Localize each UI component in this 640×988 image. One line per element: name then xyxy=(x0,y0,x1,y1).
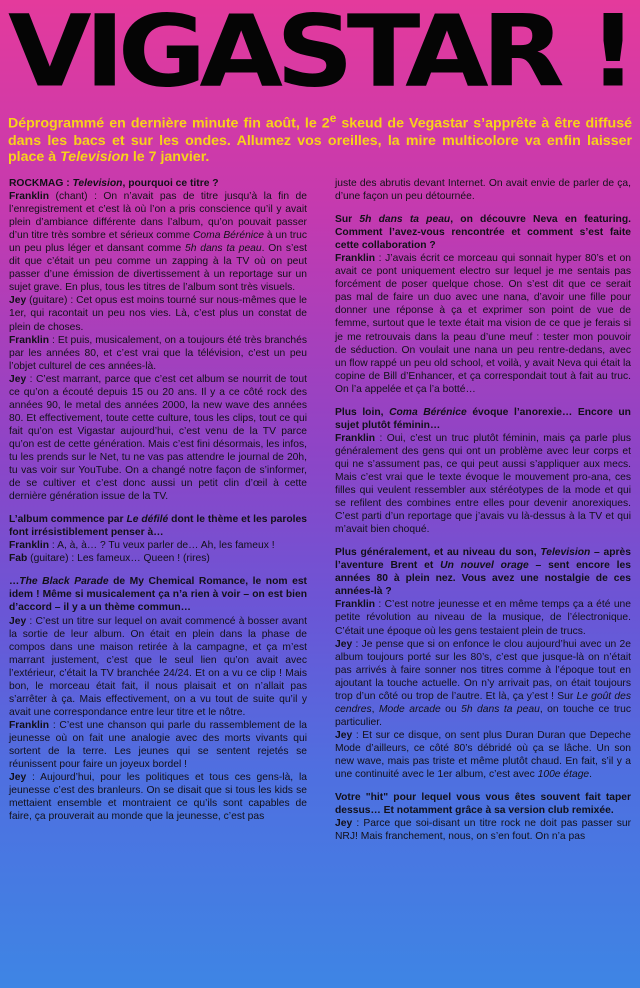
answer: Jey : C’est un titre sur lequel on avait commencé à bosser avant la sortie de leur album. On était en plein dans la phase de compos dans une maison retirée à la campagne, et ça m’est marrant justement, c’est que le seul lien qu’on avait avec l’extérieur, c’était la TV branchée 24/24. Et on a vu ce clip ! Mais bon, le morceau était fait, il nous plaisait et on n’allait pas s’arrêter à ça. Mais effectivement, on a vu tout de suite qu’il y avait une correspondance entre leur titre et le nôtre. xyxy=(9,615,307,718)
answer: Franklin : C’est notre jeunesse et en même temps ça a été une petite révolution au niveau de la musique, de l’électronique. C’était une époque où les gens testaient plein de trucs. xyxy=(335,599,631,637)
answer: Jey : Et sur ce disque, on sent plus Duran Duran que Depeche Mode d’ailleurs, ce côté 80’s débridé où ça se lâche. Un son new wave, mais pas triste et même plutôt chaud. En fait, s’il y a une continuité avec le 1er album, c’est avec 100e étage. xyxy=(335,729,631,781)
answer: Franklin (chant) : On n’avait pas de titre jusqu’à la fin de l’enregistrement et c’est là où l’on a pris conscience qu’il y avait plein d’ambiance différente dans l’album, qu’on pouvait passer d’un titre très sombre et sérieux comme Coma Bérénice à un truc un peu plus léger et dansant comme 5h dans ta peau. On s’est dit que c’était un peu comme un zapping à la TV où on peut passer d’une émission de divertissement à un reportage sur un sujet grave. En plus, tous les titres de l’album sont très visuels. xyxy=(9,191,308,294)
answer: Fab (guitare) : Les fameux… Queen ! (rires) xyxy=(9,553,210,565)
question: …The Black Parade de My Chemical Romance, le nom est idem ! Même si musicalement ça n’a rien à voir – on est bien d’accord – il y a un thème commun… xyxy=(9,576,307,614)
answer: Franklin : Oui, c’est un truc plutôt féminin, mais ça parle plus généralement des gens qui ont un problème avec leur corps et qui ne s’assument pas, ce qui peut aussi s’appliquer aux mecs. Mais c’est vrai que le texte évoque le mouvement pro-ana, ces filles qui veulent ressembler aux stéréotypes de la mode et qui se refilent des combines entre elles pour devenir anorexiques. C’est parti d’un reportage que j’avais vu là-dessus à la TV et qui m’avait bien choqué. xyxy=(335,432,631,536)
intro-paragraph: Déprogrammé en dernière minute fin août, le 2e skeud de Vegastar s’apprête à être diffusé dans les bacs et sur les ondes. Allumez vos oreilles, la mire multicolore va enfin laisser place à Television le 7 janvier. xyxy=(8,111,632,166)
headline-logo: VIGASTAR ! xyxy=(8,8,631,96)
answer: Jey : Parce que soi-disant un titre rock ne doit pas passer sur NRJ! Mais franchement, nous, on s’en fout. On n’a pas xyxy=(335,818,631,843)
answer: Jey : Aujourd’hui, pour les politiques et tous ces gens-là, la jeunesse c’est des branleurs. On se disait que si tous les kids se mettaient ensemble et montraient ce qu’ils sont capables de faire, ça prouverait au monde que la jeunesse, c’est pas xyxy=(9,772,307,823)
answer-continued: juste des abrutis devant Internet. On avait envie de parler de ça, d’une façon un peu détournée. xyxy=(335,178,631,203)
question: Sur 5h dans ta peau, on découvre Neva en featuring. Comment l’avez-vous rencontrée et comment s’est faite cette collaboration ? xyxy=(335,214,631,252)
left-column xyxy=(9,177,307,823)
answer: Jey : C’est marrant, parce que c’est cet album se nourrit de tout ce qu’on a écouté depuis 15 ou 20 ans. Il y a ce côté rock des années 90, le metal des années 2000, la new wave des années 80. Et effectivement, toute cette culture, tous les clips, tout ce qui fait qu’on est Vigastar aujourd’hui, c’est venu de la TV parce qu’on est de cette génération. Mais c’est fini désormais, les infos, tu les prends sur le Net, tu ne vas pas attendre le journal de 20h, tu vas voir sur YouTube. On a changé notre façon de s’informer, de se cultiver et c’est donc aussi un petit clin d’œil à cette dernière génération issue de la TV. xyxy=(9,373,307,503)
right-column xyxy=(335,177,631,843)
question: Votre "hit" pour lequel vous vous êtes souvent fait taper dessus… Et notamment grâce à sa version club remixée. xyxy=(335,792,631,817)
question: Plus loin, Coma Bérénice évoque l’anorexie… Encore un sujet plutôt féminin… xyxy=(335,406,631,431)
answer: Franklin : C’est une chanson qui parle du rassemblement de la jeunesse où on fait une analogie avec des morts vivants qui sortent de la terre. Les jeunes qui se sentent rejetés se réunissent pour faire un joyeux bordel ! xyxy=(9,719,307,771)
answer: Jey (guitare) : Cet opus est moins tourné sur nous-mêmes que le 1er, qui racontait un peu nos vies. Là, c’est plus un constat de plein de choses. xyxy=(9,295,307,333)
question: Plus généralement, et au niveau du son, Television – après l’aventure Brent et Un nouvel orage – sent encore les années 80 à plein nez. Vous avez une nostalgie de ces années-là ? xyxy=(335,547,631,598)
answer: Franklin : J’avais écrit ce morceau qui sonnait hyper 80’s et on avait ce pont uniquement electro sur lequel je me sentais pas forcément de poser quelque chose. On s’est dit que ce serait pas mal de faire un duo avec une nana, d’avoir une fille pour donner une réponse à ça et exprimer son point de vue de femme, surtout que le texte était ma vision de ce que je ferais si je me retrouvais dans la peau d’une meuf : tester mon pouvoir de séduction. On voulait une nana un peu rentre-dedans, avec un flow rappé un peu old school, et voilà, y avait Neva qui était la copine de Bill d’Enhancer, et ça correspondait tout à fait au truc. On l’a appelée et ça l’a botté… xyxy=(335,253,631,395)
answer: Franklin : Et puis, musicalement, on a toujours été très branchés par les années 80, et c’est vrai que la télévision, c’est un peu l’objet culturel de ces années-là. xyxy=(9,334,307,372)
question: ROCKMAG : Television, pourquoi ce titre ? xyxy=(9,178,219,189)
answer: Franklin : A, à, à… ? Tu veux parler de… Ah, les fameux ! xyxy=(9,540,275,552)
answer: Jey : Je pense que si on enfonce le clou aujourd’hui avec un 2e album toujours porté sur les 80’s, c’est que jusque-là on n’était pas arrivés à faire sonner nos titres comme à l’époque tout en ajoutant la touche actuelle. On n’y arrivait pas, on était toujours trop d’un côté ou trop de l’autre. Et là, ça y’est ! Sur Le goût des cendres, Mode arcade ou 5h dans ta peau, on touche ce truc particulier. xyxy=(335,638,631,728)
question: L’album commence par Le défilé dont le thème et les paroles font irrésistiblement penser à… xyxy=(9,514,307,539)
